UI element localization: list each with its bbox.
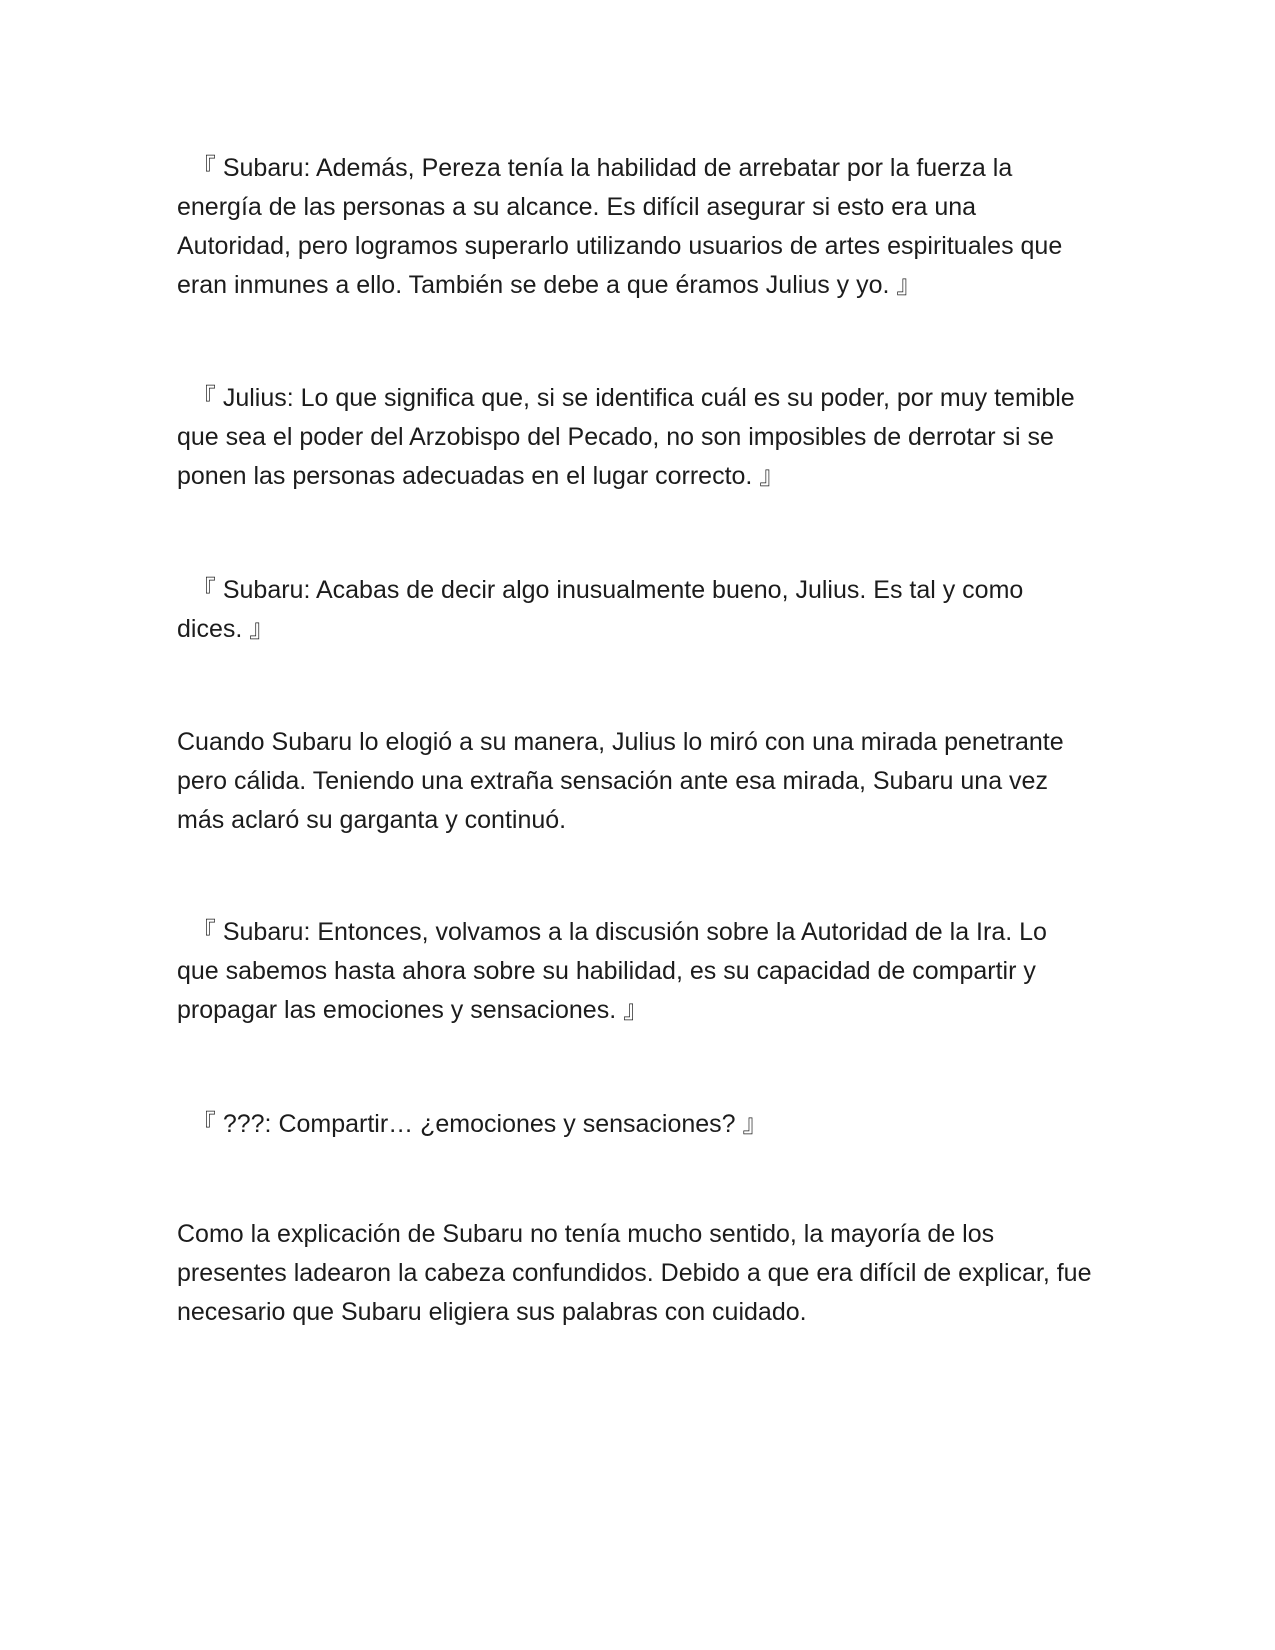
- narration-paragraph: Como la explicación de Subaru no tenía mucho sentido, la mayoría de los presentes ladearon la cabeza confundidos. Debido a que era difícil de explicar, fue necesario que Subaru eligiera sus palabras con cuidado.: [177, 1220, 1092, 1326]
- dialogue-paragraph: 『 Julius: Lo que significa que, si se identifica cuál es su poder, por muy temible que sea el poder del Arzobispo del Pecado, no son imposibles de derrotar si se ponen las personas adecuadas en el lugar correcto. 』: [177, 384, 1075, 490]
- dialogue-paragraph: 『 ???: Compartir… ¿emociones y sensaciones? 』: [177, 1110, 768, 1138]
- dialogue-paragraph: 『 Subaru: Acabas de decir algo inusualmente bueno, Julius. Es tal y como dices. 』: [177, 576, 1024, 643]
- dialogue-paragraph: 『 Subaru: Entonces, volvamos a la discusión sobre la Autoridad de la Ira. Lo que sabemos hasta ahora sobre su habilidad, es su capacidad de compartir y propagar las emociones y sensaciones. 』: [177, 918, 1047, 1024]
- narration-paragraph: Cuando Subaru lo elogió a su manera, Julius lo miró con una mirada penetrante pero cálida. Teniendo una extraña sensación ante esa mirada, Subaru una vez más aclaró su garganta y continuó.: [177, 728, 1064, 834]
- dialogue-paragraph: 『 Subaru: Además, Pereza tenía la habilidad de arrebatar por la fuerza la energía de las personas a su alcance. Es difícil asegurar si esto era una Autoridad, pero logramos superarlo utilizando usuarios de artes espirituales que eran inmunes a ello. También se debe a que éramos Julius y yo. 』: [177, 154, 1063, 299]
